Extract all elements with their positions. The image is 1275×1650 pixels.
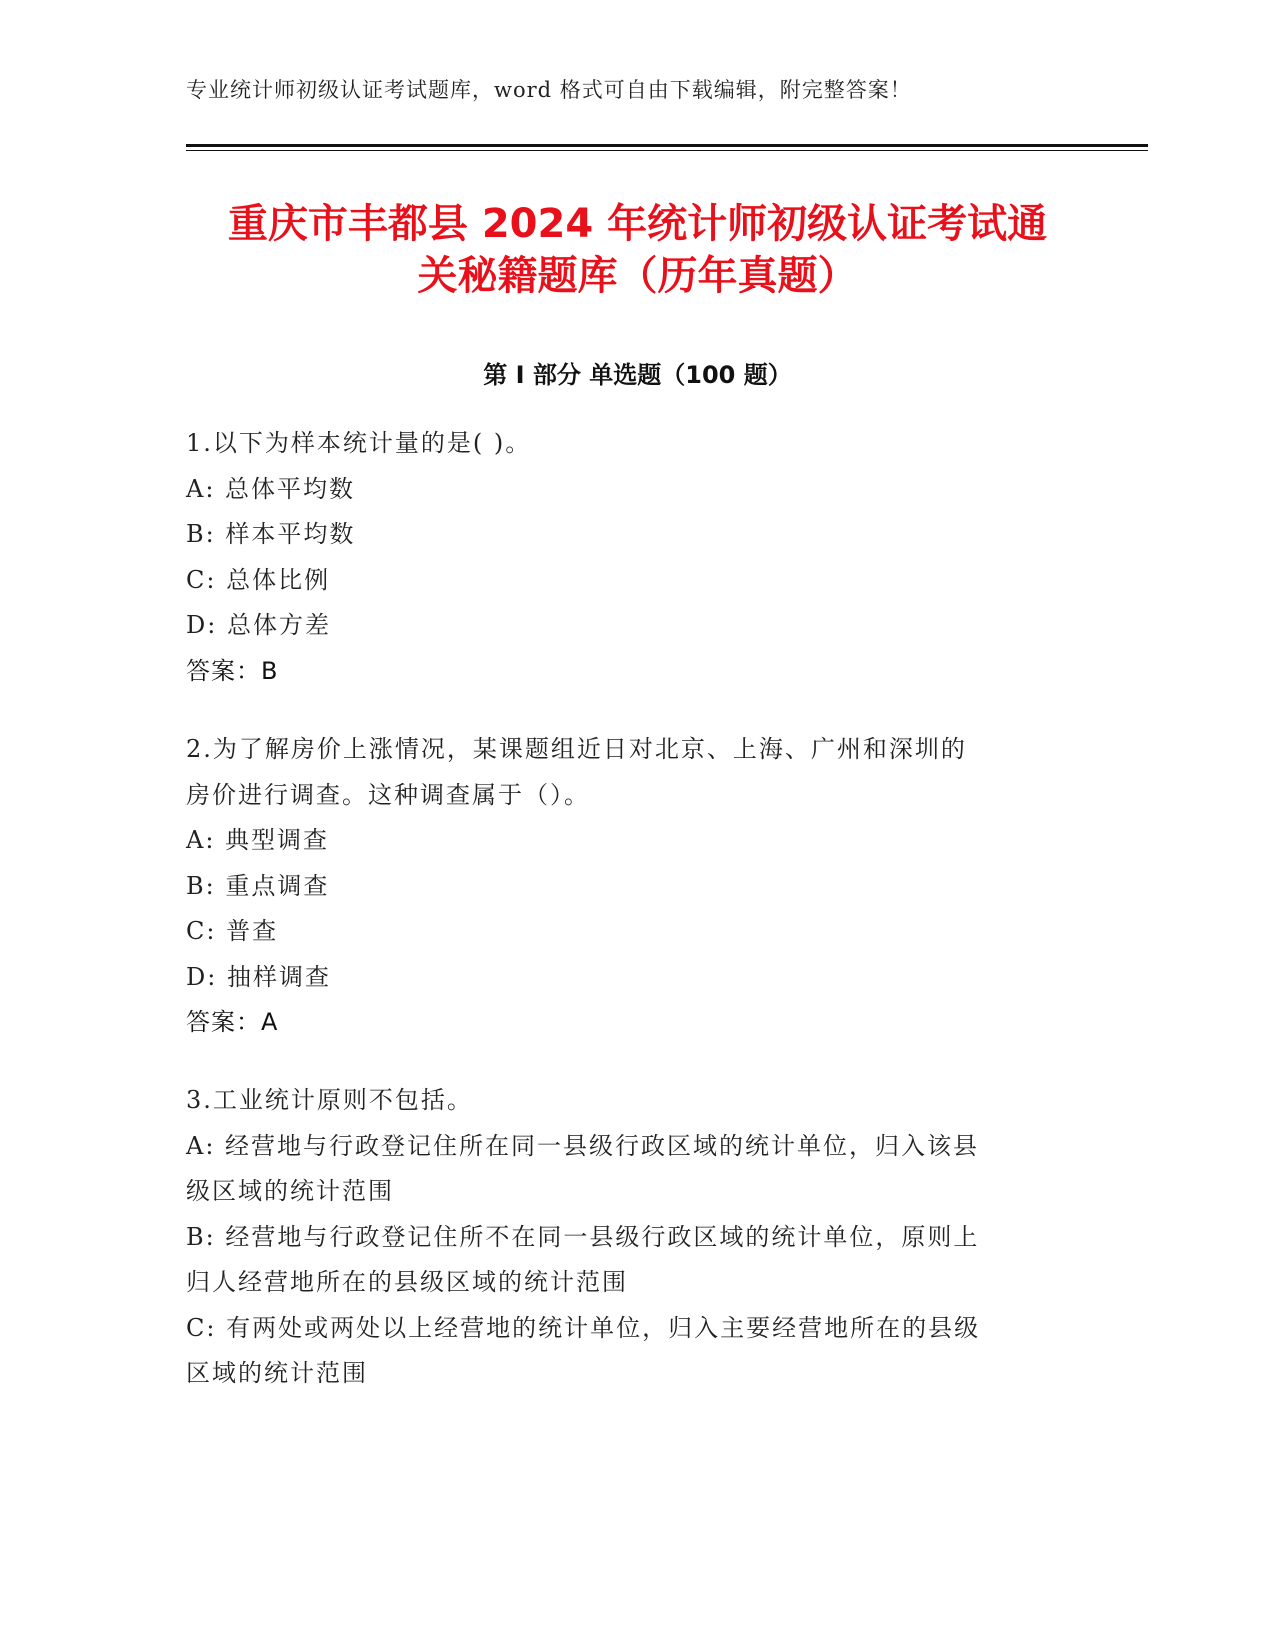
option-a: A: 典型调查 [186,826,330,854]
header-divider-thin [186,150,1148,151]
title-line-2: 关秘籍题库（历年真题） [417,253,858,299]
question-stem: 1.以下为样本统计量的是( )。 [186,429,532,457]
answer-label: 答案：A [186,1008,279,1036]
answer-label: 答案：B [186,656,279,685]
question-stem: 2.为了解房价上涨情况，某课题组近日对北京、上海、广州和深圳的 [186,735,967,763]
option-a: A: 经营地与行政登记住所在同一县级行政区域的统计单位，归入该县 [186,1131,980,1160]
question-1 [186,421,1076,694]
option-c: C: 总体比例 [186,565,331,594]
option-d: D: 总体方差 [186,611,331,639]
header-divider-thick [186,144,1148,147]
option-b: B: 经营地与行政登记住所不在同一县级行政区域的统计单位，原则上 [186,1222,980,1251]
option-b-continued: 归人经营地所在的县级区域的统计范围 [186,1268,628,1296]
option-c-continued: 区域的统计范围 [186,1359,368,1387]
option-b: B: 样本平均数 [186,520,356,548]
header-note: 专业统计师初级认证考试题库，word 格式可自由下载编辑，附完整答案！ [186,78,912,102]
option-c: C: 普查 [186,917,279,945]
option-d: D: 抽样调查 [186,962,331,991]
title-line-1: 重庆市丰都县 2024 年统计师初级认证考试通 [227,201,1048,247]
question-stem: 3.工业统计原则不包括。 [186,1086,473,1114]
section-heading: 第 I 部分 单选题（100 题） [483,361,792,389]
question-3 [186,1078,1076,1397]
document-title [186,198,1089,302]
option-c: C: 有两处或两处以上经营地的统计单位，归入主要经营地所在的县级 [186,1313,981,1342]
option-b: B: 重点调查 [186,871,330,900]
option-a: A: 总体平均数 [186,474,356,503]
option-a-continued: 级区域的统计范围 [186,1177,394,1205]
question-stem-continued: 房价进行调查。这种调查属于（）。 [186,780,590,809]
question-2 [186,727,1076,1046]
